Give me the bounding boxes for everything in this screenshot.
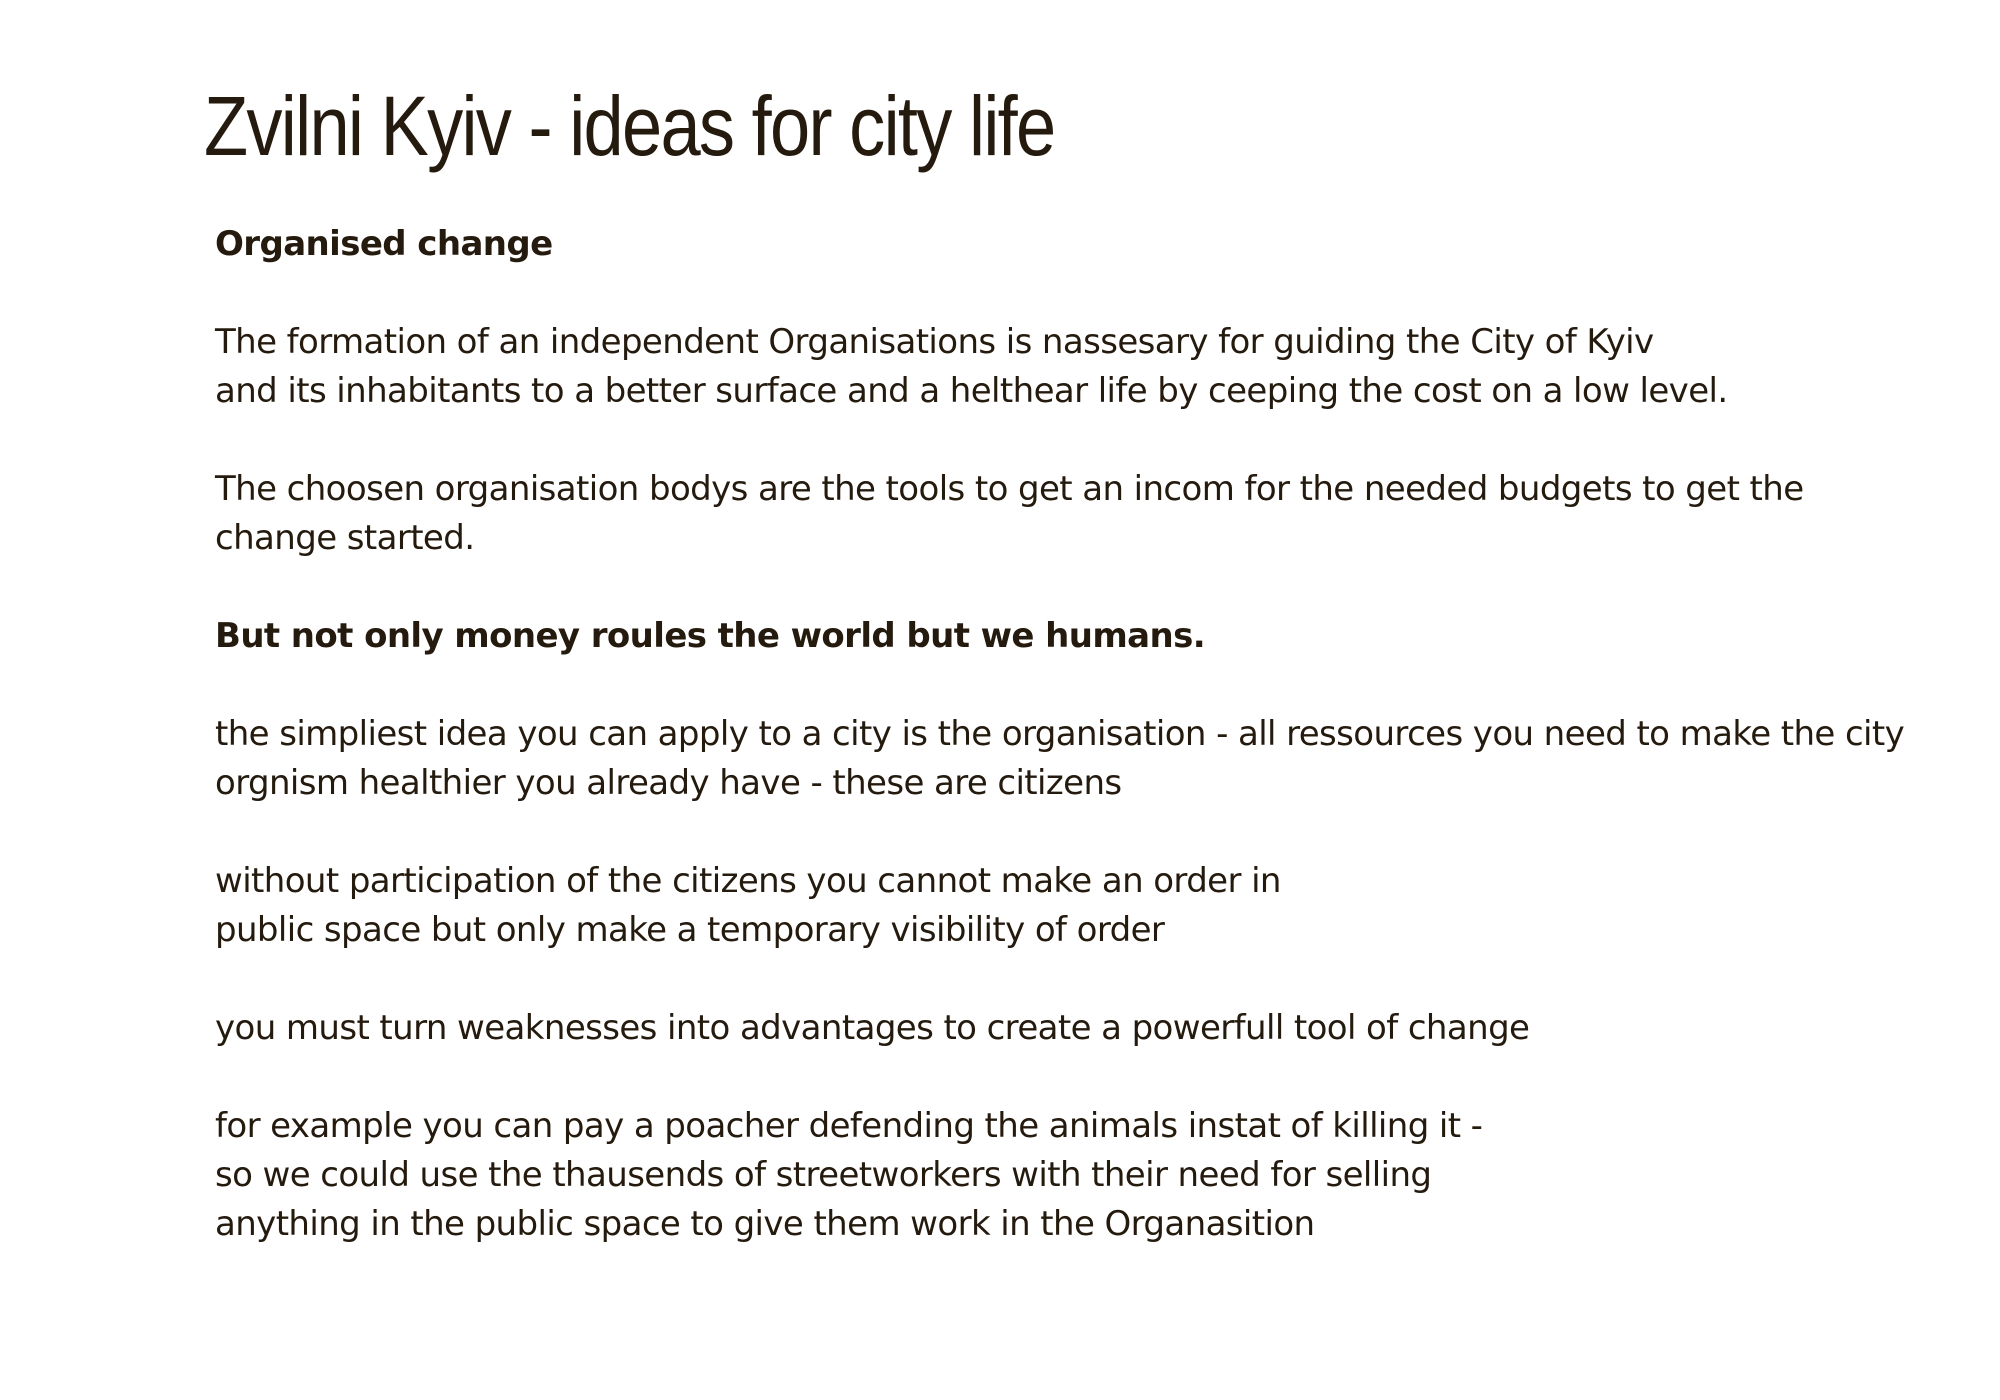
paragraph-line: public space but only make a temporary visibility of order bbox=[215, 910, 1165, 950]
paragraph-example bbox=[215, 1102, 1975, 1249]
document-body bbox=[215, 220, 1975, 1298]
page-title: Zvilni Kyiv - ideas for city life bbox=[204, 79, 1055, 173]
paragraph-simplest-idea bbox=[215, 710, 1975, 808]
emphasis-line: But not only money roules the world but we humans. bbox=[215, 616, 1206, 656]
section-heading: Organised change bbox=[215, 224, 553, 264]
paragraph-weaknesses bbox=[215, 1004, 1975, 1053]
paragraph-formation bbox=[215, 318, 1975, 416]
paragraph-line: and its inhabitants to a better surface and a helthear life by ceeping the cost on a low level. bbox=[215, 371, 1728, 411]
paragraph-line: The formation of an independent Organisations is nassesary for guiding the City of Kyiv bbox=[215, 322, 1654, 362]
paragraph-line: for example you can pay a poacher defending the animals instat of killing it - bbox=[215, 1106, 1483, 1146]
paragraph-line: without participation of the citizens you cannot make an order in bbox=[215, 861, 1281, 901]
paragraph-participation bbox=[215, 857, 1975, 955]
paragraph-line: anything in the public space to give them work in the Organasition bbox=[215, 1204, 1315, 1244]
paragraph-line: so we could use the thausends of streetworkers with their need for selling bbox=[215, 1155, 1432, 1195]
paragraph-organisation-bodies bbox=[215, 465, 1975, 563]
paragraph-line: you must turn weaknesses into advantages to create a powerfull tool of change bbox=[215, 1008, 1530, 1048]
paragraph-line: The choosen organisation bodys are the tools to get an incom for the needed budgets to get the bbox=[215, 469, 1804, 509]
paragraph-line: the simpliest idea you can apply to a city is the organisation - all ressources you need to make the city bbox=[215, 714, 1905, 754]
paragraph-line: change started. bbox=[215, 518, 475, 558]
paragraph-line: orgnism healthier you already have - these are citizens bbox=[215, 763, 1122, 803]
